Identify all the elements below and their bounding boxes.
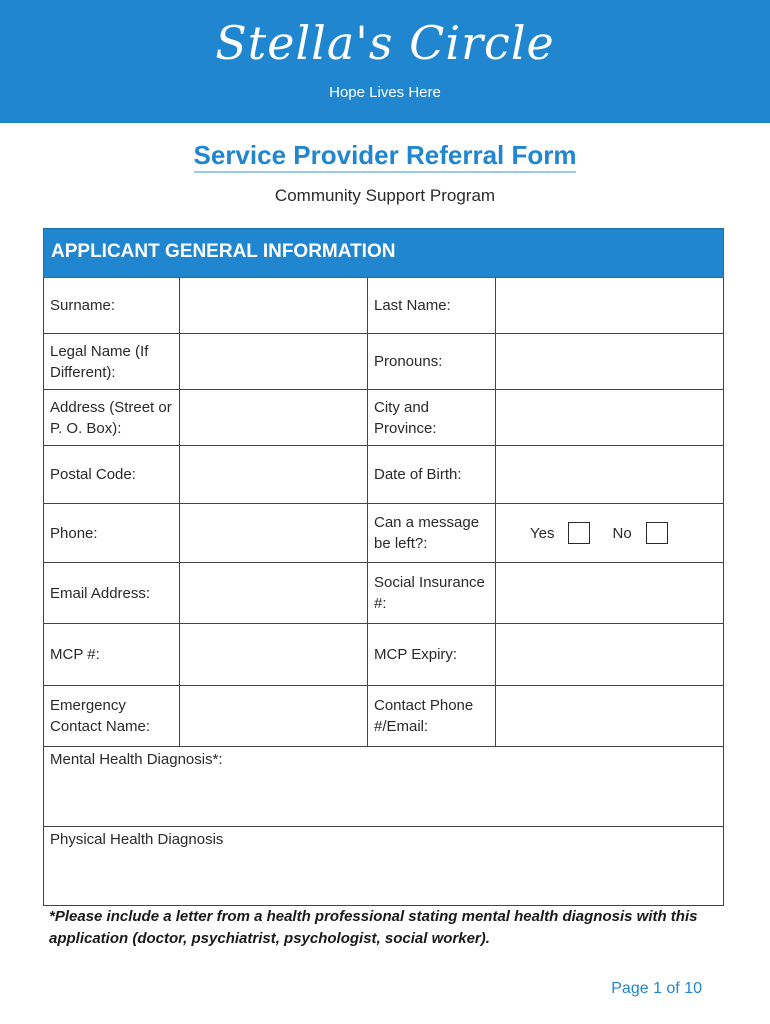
pronouns-label: Pronouns: [367,334,495,389]
city-province-label: City and Province: [367,390,495,445]
message-left-options [495,504,724,562]
message-left-label: Can a message be left?: [367,504,495,562]
yes-label: Yes [530,524,555,542]
no-checkbox[interactable] [646,522,668,544]
contact-phone-email-field[interactable] [495,686,724,746]
contact-phone-email-label: Contact Phone #/Email: [367,686,495,746]
legal-name-label: Legal Name (If Different): [43,334,179,389]
no-label: No [612,524,632,542]
emergency-contact-label: Emergency Contact Name: [43,686,179,746]
mental-health-diagnosis-field[interactable] [43,747,724,827]
table-row [43,504,724,563]
address-field[interactable] [179,390,367,445]
last-name-field[interactable] [495,278,724,333]
yes-no-group [496,522,723,544]
physical-health-diagnosis-label: Physical Health Diagnosis [50,831,224,848]
form-title: Service Provider Referral Form [194,140,577,173]
city-province-field[interactable] [495,390,724,445]
surname-label: Surname: [43,278,179,333]
legal-name-field[interactable] [179,334,367,389]
mcp-label: MCP #: [43,624,179,685]
mental-health-diagnosis-label: Mental Health Diagnosis*: [50,751,223,768]
mcp-expiry-label: MCP Expiry: [367,624,495,685]
physical-health-diagnosis-field[interactable] [43,827,724,906]
table-row [43,563,724,624]
last-name-label: Last Name: [367,278,495,333]
date-of-birth-label: Date of Birth: [367,446,495,503]
table-row [43,390,724,446]
mcp-expiry-field[interactable] [495,624,724,685]
page-number: Page 1 of 10 [611,980,702,997]
email-field[interactable] [179,563,367,623]
date-of-birth-field[interactable] [495,446,724,503]
diagnosis-note: *Please include a letter from a health professional stating mental health diagnosis with this application (doctor, psychiatrist, psychologist, social worker). [49,908,698,947]
table-row [43,686,724,747]
surname-field[interactable] [179,278,367,333]
mcp-field[interactable] [179,624,367,685]
sin-label: Social Insurance #: [367,563,495,623]
yes-checkbox[interactable] [568,522,590,544]
address-label: Address (Street or P. O. Box): [43,390,179,445]
table-row [43,278,724,334]
section-header: APPLICANT GENERAL INFORMATION [43,228,724,278]
table-row [43,624,724,686]
brand-logo: Stella's Circle [215,16,555,70]
form-subtitle: Community Support Program [274,186,496,205]
table-row [43,334,724,390]
phone-field[interactable] [179,504,367,562]
emergency-contact-field[interactable] [179,686,367,746]
form-title-wrap [0,140,770,171]
header-banner [0,0,770,123]
sin-field[interactable] [495,563,724,623]
pronouns-field[interactable] [495,334,724,389]
table-row [43,446,724,504]
tagline: Hope Lives Here [329,84,441,101]
phone-label: Phone: [43,504,179,562]
postal-code-label: Postal Code: [43,446,179,503]
postal-code-field[interactable] [179,446,367,503]
applicant-info-table [43,278,724,906]
email-label: Email Address: [43,563,179,623]
